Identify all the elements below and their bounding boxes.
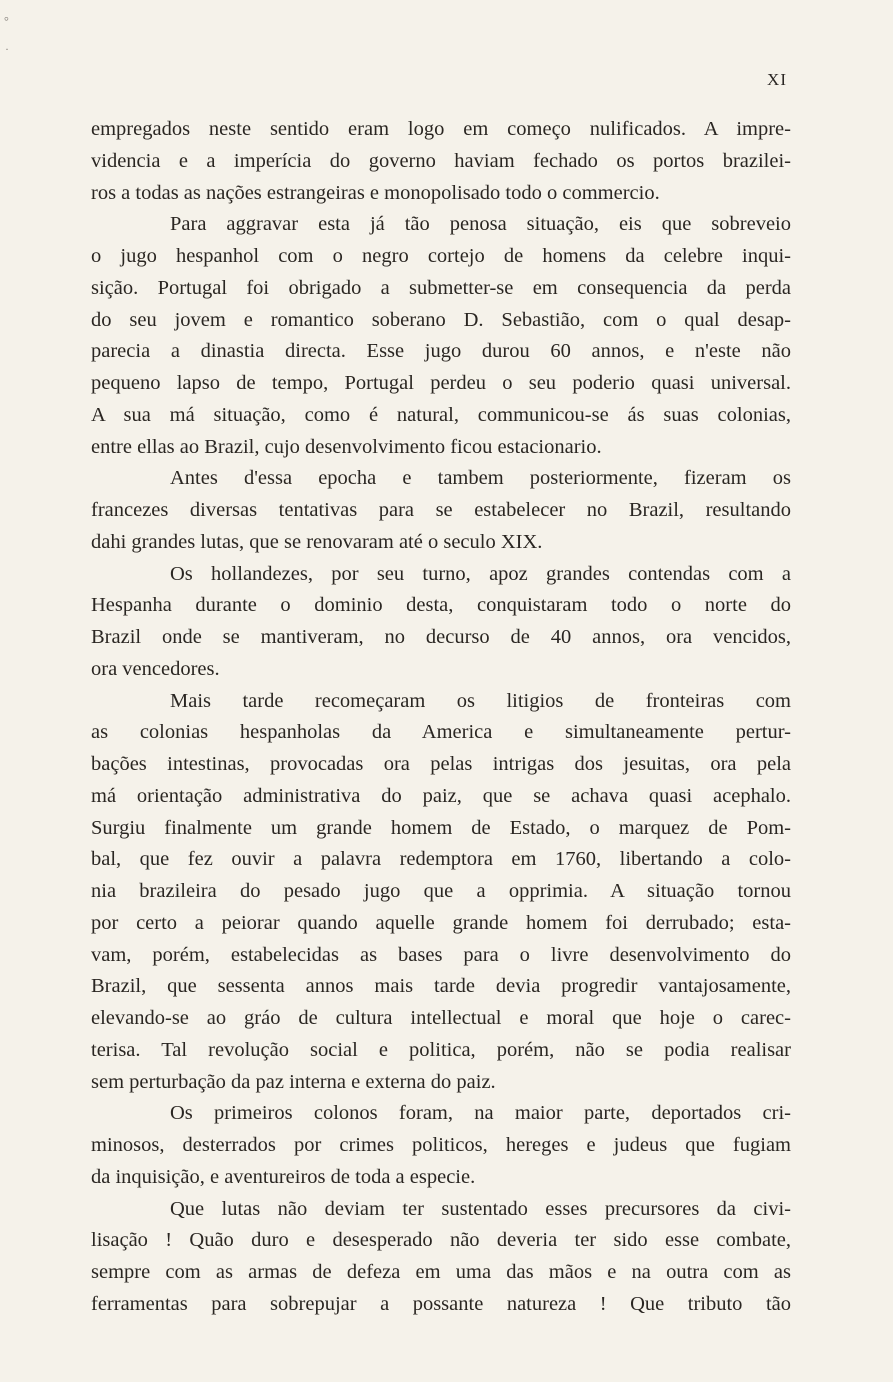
text-line: pequeno lapso de tempo, Portugal perdeu o seu poderio quasi universal.: [91, 372, 791, 394]
text-line: sem perturbação da paz interna e externa do paiz.: [91, 1070, 496, 1093]
text-line: dahi grandes lutas, que se renovaram até o seculo XIX.: [91, 530, 543, 553]
text-line: por certo a peiorar quando aquelle grande homem foi derrubado; esta-: [91, 911, 791, 934]
text-line: minosos, desterrados por crimes politicos, hereges e judeus que fugiam: [91, 1134, 791, 1156]
text-line: videncia e a imperícia do governo haviam fechado os portos brazilei-: [91, 149, 791, 172]
text-line: vam, porém, estabelecidas as bases para o livre desenvolvimento do: [91, 943, 791, 966]
text-line: lisação ! Quão duro e desesperado não deveria ter sido esse combate,: [91, 1229, 791, 1252]
text-line: Mais tarde recomeçaram os litigios de fronteiras com: [170, 689, 791, 712]
text-line: nia brazileira do pesado jugo que a opprimia. A situação tornou: [91, 880, 791, 902]
text-line: bal, que fez ouvir a palavra redemptora em 1760, libertando a colo-: [91, 848, 791, 871]
text-line: Brazil onde se mantiveram, no decurso de 40 annos, ora vencidos,: [91, 626, 791, 648]
text-line: empregados neste sentido eram logo em começo nulificados. A impre-: [91, 118, 791, 140]
text-line: Que lutas não deviam ter sustentado esses precursores da civi-: [170, 1197, 791, 1220]
text-line: francezes diversas tentativas para se estabelecer no Brazil, resultando: [91, 499, 791, 521]
text-line: elevando-se ao gráo de cultura intellectual e moral que hoje o carec-: [91, 1007, 791, 1029]
text-line: parecia a dinastia directa. Esse jugo durou 60 annos, e n'este não: [91, 340, 791, 363]
text-line: ferramentas para sobrepujar a possante natureza ! Que tributo tão: [91, 1292, 791, 1315]
text-line: Surgiu finalmente um grande homem de Estado, o marquez de Pom-: [91, 816, 791, 839]
text-line: Os primeiros colonos foram, na maior parte, deportados cri-: [170, 1102, 791, 1125]
text-line: sempre com as armas de defeza em uma das mãos e na outra com as: [91, 1261, 791, 1283]
text-line: bações intestinas, provocadas ora pelas intrigas dos jesuitas, ora pela: [91, 753, 791, 775]
print-speck: ·: [5, 42, 9, 56]
text-line: da inquisição, e aventureiros de toda a especie.: [91, 1165, 476, 1188]
body-text: [91, 114, 791, 1321]
page-number: XI: [767, 70, 787, 89]
text-line: Brazil, que sessenta annos mais tarde devia progredir vantajosamente,: [91, 975, 791, 998]
text-line: do seu jovem e romantico soberano D. Sebastião, com o qual desap-: [91, 308, 791, 331]
print-speck: °: [4, 14, 9, 28]
text-line: má orientação administrativa do paiz, que se achava quasi acephalo.: [91, 784, 791, 807]
text-line: as colonias hespanholas da America e simultaneamente pertur-: [91, 721, 791, 744]
text-line: sição. Portugal foi obrigado a submetter-se em consequencia da perda: [91, 276, 791, 299]
text-line: Hespanha durante o dominio desta, conquistaram todo o norte do: [91, 594, 791, 617]
text-line: Para aggravar esta já tão penosa situação, eis que sobreveio: [170, 213, 791, 236]
text-line: Antes d'essa epocha e tambem posteriormente, fizeram os: [170, 467, 791, 490]
text-line: Os hollandezes, por seu turno, apoz grandes contendas com a: [170, 562, 791, 585]
text-line: o jugo hespanhol com o negro cortejo de homens da celebre inqui-: [91, 245, 791, 267]
text-line: entre ellas ao Brazil, cujo desenvolvimento ficou estacionario.: [91, 435, 602, 458]
text-line: ros a todas as nações estrangeiras e monopolisado todo o commercio.: [91, 181, 660, 204]
text-line: terisa. Tal revolução social e politica, porém, não se podia realisar: [91, 1038, 791, 1061]
text-line: ora vencedores.: [91, 657, 220, 680]
text-line: A sua má situação, como é natural, communicou-se ás suas colonias,: [91, 403, 791, 426]
